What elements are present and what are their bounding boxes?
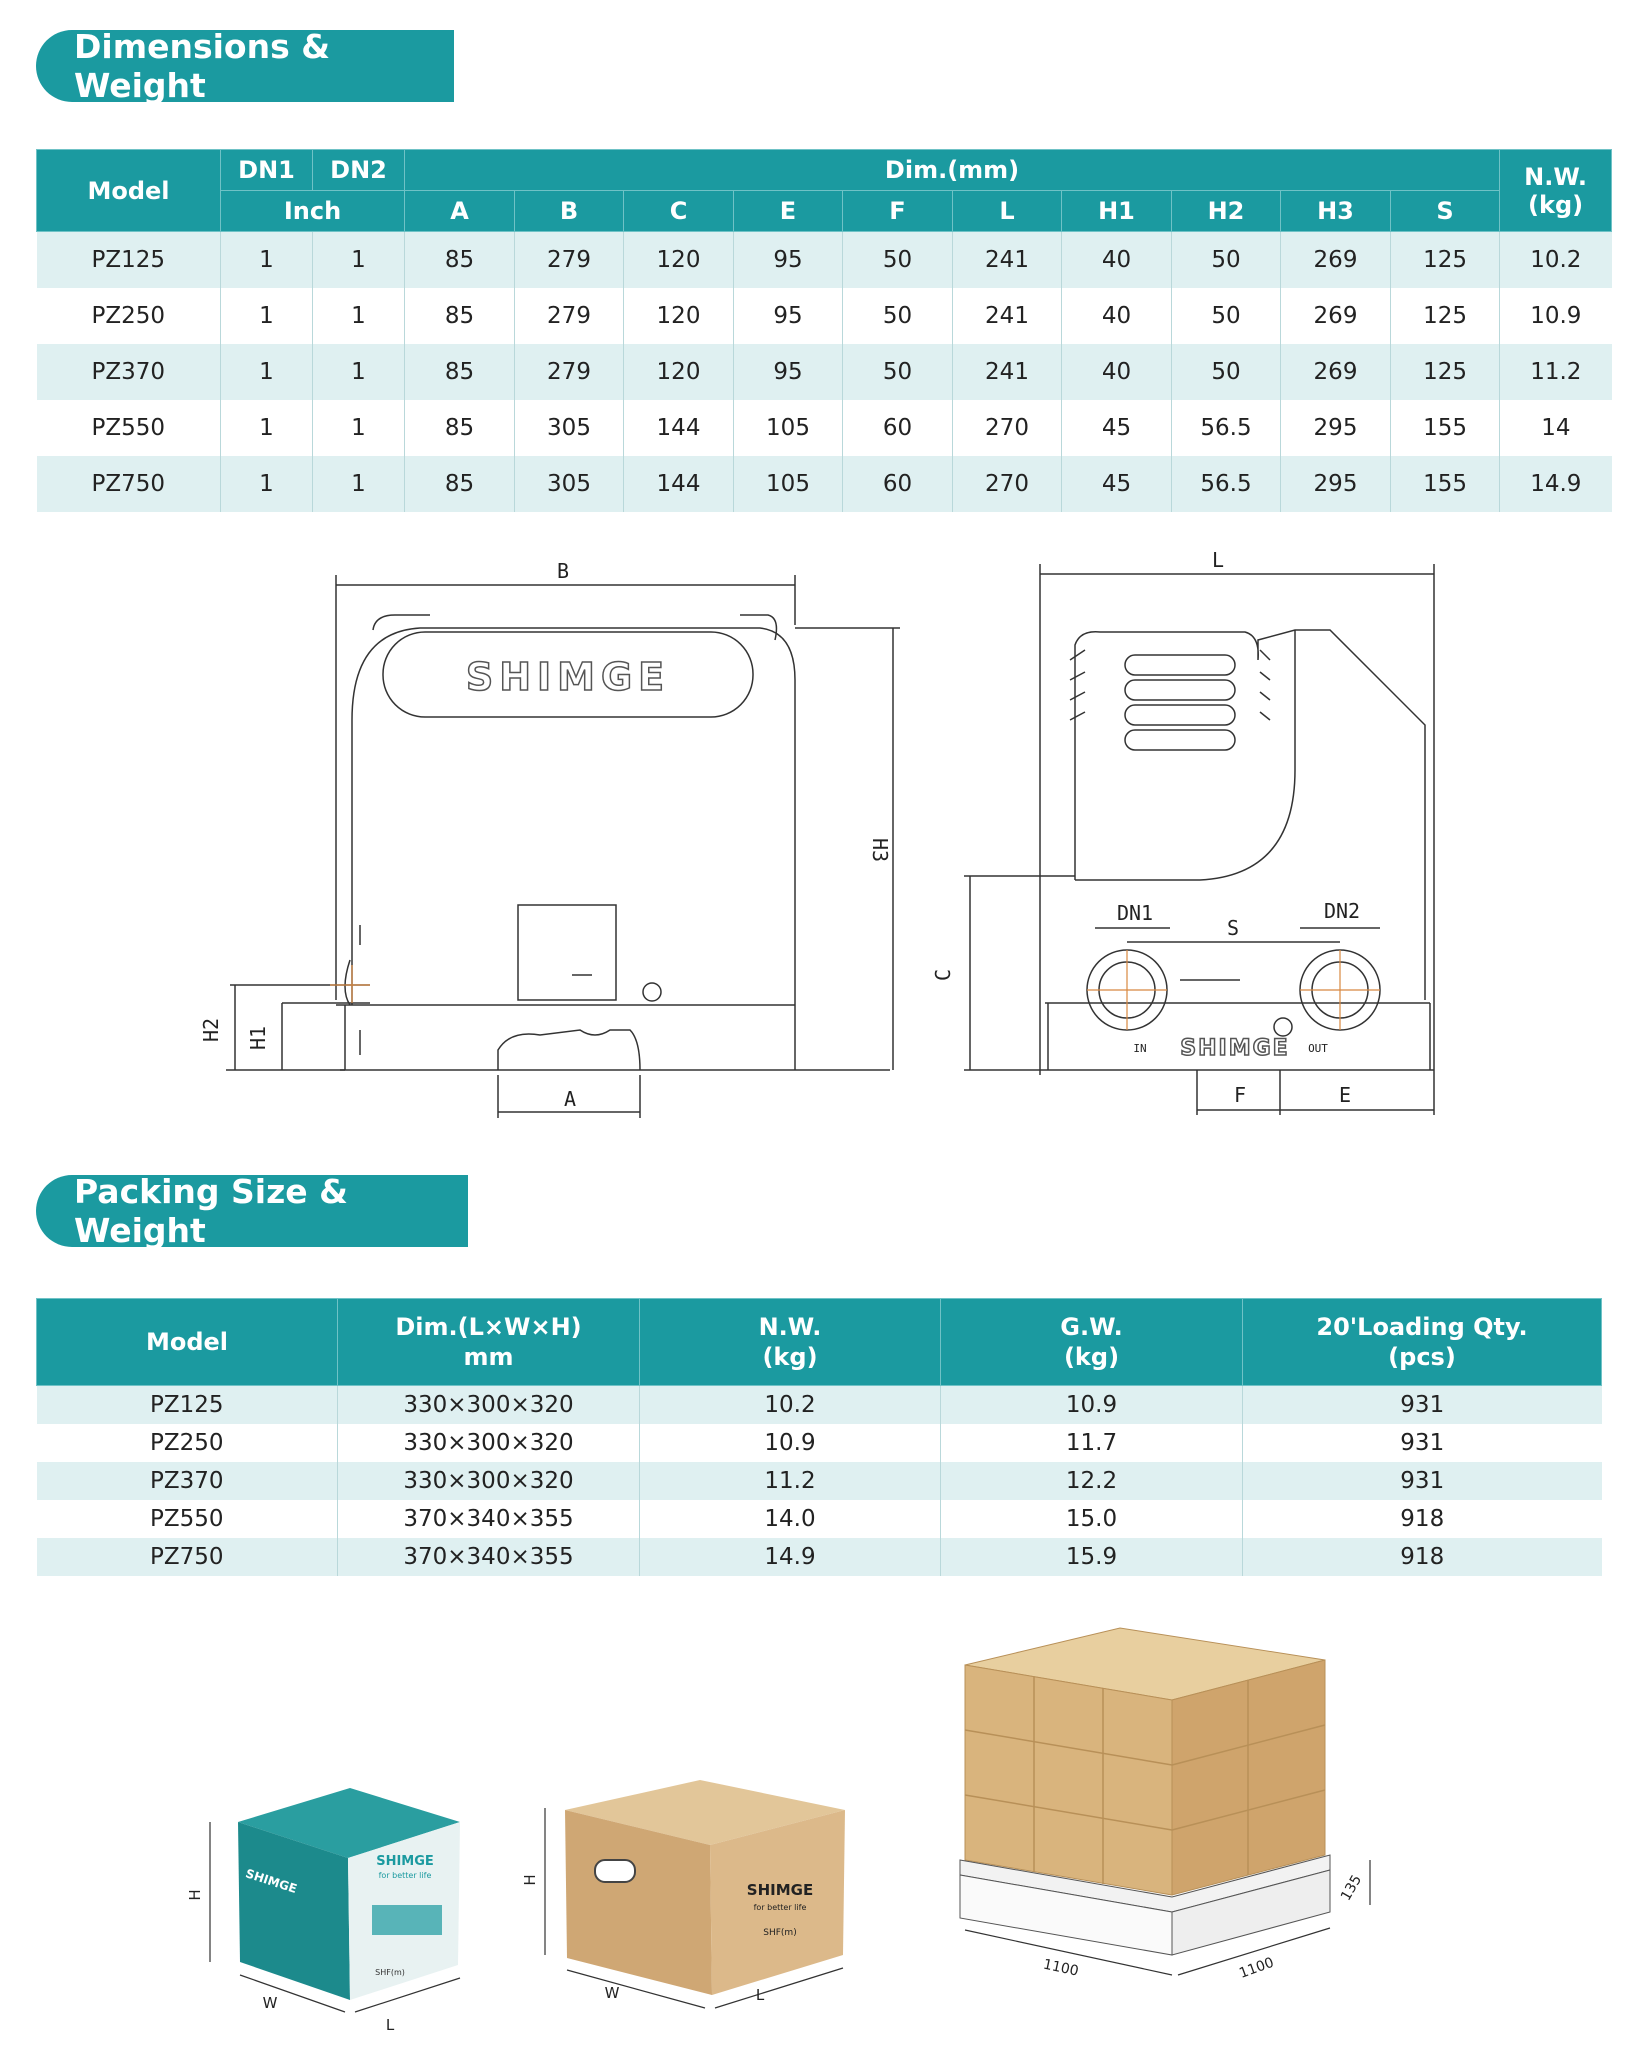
model-cell: PZ550	[149, 1506, 224, 1532]
kraft-box-label-h: H	[521, 1874, 539, 1886]
table-cell: 14.9	[1500, 456, 1612, 512]
table-cell: 279	[515, 232, 624, 289]
front-brand-text: SHIMGE	[465, 655, 671, 699]
table-cell: 45	[1062, 456, 1172, 512]
table-cell: 241	[953, 232, 1062, 289]
table-cell: 56.5	[1172, 456, 1281, 512]
table-cell: 50	[843, 344, 953, 400]
table-cell: 155	[1391, 400, 1500, 456]
table-cell: 11.2	[640, 1462, 941, 1500]
kraft-box-tagline: for better life	[753, 1903, 807, 1912]
pallet-label-w: 1100	[1041, 1956, 1080, 1980]
table-cell: 931	[1243, 1462, 1602, 1500]
table-cell: 15.9	[941, 1538, 1243, 1576]
label-b: B	[556, 559, 570, 583]
header-dn1: DN1	[221, 150, 313, 191]
teal-box-label-l: L	[385, 2016, 395, 2034]
table-cell: 10.9	[941, 1386, 1243, 1425]
table-cell: 125	[1391, 232, 1500, 289]
table-cell: 295	[1281, 456, 1391, 512]
label-in: IN	[1133, 1042, 1147, 1055]
table-cell: 1	[313, 288, 405, 344]
table-cell: 1	[221, 232, 313, 289]
pack-header-gw-line1: G.W.	[1060, 1313, 1123, 1341]
table-cell: 918	[1243, 1538, 1602, 1576]
table-cell: 279	[515, 288, 624, 344]
table-cell: 60	[843, 400, 953, 456]
table-cell: 1	[313, 400, 405, 456]
kraft-box-brand: SHIMGE	[746, 1881, 814, 1899]
table-cell: 241	[953, 344, 1062, 400]
model-cell: PZ125	[37, 1386, 338, 1425]
pack-header-nw-line2: (kg)	[762, 1343, 818, 1371]
pack-header-model	[37, 1299, 338, 1386]
table-cell: 1	[221, 456, 313, 512]
label-a: A	[563, 1087, 577, 1111]
table-cell: 270	[953, 456, 1062, 512]
table-cell: 931	[1243, 1386, 1602, 1425]
header-dn2: DN2	[313, 150, 405, 191]
teal-box-tagline: for better life	[378, 1871, 432, 1880]
table-cell: 269	[1281, 288, 1391, 344]
table-cell: 120	[624, 232, 734, 289]
teal-box-label-h: H	[186, 1889, 204, 1901]
table-cell: 95	[734, 288, 843, 344]
table-cell: 11.7	[941, 1424, 1243, 1462]
table-cell: 330×300×320	[338, 1462, 640, 1500]
section-title-packing	[36, 1172, 468, 1250]
table-cell: 931	[1243, 1424, 1602, 1462]
table-cell: 120	[624, 344, 734, 400]
table-cell: 12.2	[941, 1462, 1243, 1500]
kraft-box-model: SHF(m)	[763, 1928, 797, 1938]
table-cell: 56.5	[1172, 400, 1281, 456]
side-view-drawing	[964, 564, 1434, 1115]
table-cell: 50	[1172, 344, 1281, 400]
table-cell: 85	[405, 344, 515, 400]
pack-header-gw	[941, 1299, 1243, 1386]
table-cell: 144	[624, 400, 734, 456]
section-title-text: Dimensions & Weight	[74, 27, 330, 105]
table-cell: 330×300×320	[338, 1386, 640, 1425]
header-dim: Dim.(mm)	[405, 150, 1500, 191]
table-cell: 40	[1062, 232, 1172, 289]
pack-header-loading	[1243, 1299, 1602, 1386]
pack-header-nw	[640, 1299, 941, 1386]
header-col-l: L	[953, 191, 1062, 232]
table-cell: 330×300×320	[338, 1424, 640, 1462]
label-out: OUT	[1308, 1042, 1328, 1055]
table-cell: 305	[515, 400, 624, 456]
table-cell: 85	[405, 288, 515, 344]
pack-header-loading-line1: 20'Loading Qty.	[1316, 1313, 1528, 1341]
table-cell: 120	[624, 288, 734, 344]
table-cell: 305	[515, 456, 624, 512]
pack-header-dim-line2: mm	[463, 1343, 514, 1371]
table-cell: 270	[953, 400, 1062, 456]
table-cell: 14.9	[640, 1538, 941, 1576]
teal-box-label-w: W	[262, 1994, 278, 2012]
model-cell: PZ370	[37, 344, 221, 400]
pack-header-model-text: Model	[145, 1328, 229, 1356]
table-cell: 11.2	[1500, 344, 1612, 400]
table-cell: 14.0	[640, 1500, 941, 1538]
header-col-h1: H1	[1062, 191, 1172, 232]
table-cell: 144	[624, 456, 734, 512]
table-cell: 50	[1172, 288, 1281, 344]
table-cell: 14	[1500, 400, 1612, 456]
model-cell: PZ750	[37, 456, 221, 512]
pack-header-dim-line1: Dim.(L×W×H)	[395, 1313, 582, 1341]
table-row	[37, 1538, 1602, 1576]
table-cell: 50	[1172, 232, 1281, 289]
pack-header-nw-line1: N.W.	[758, 1313, 822, 1341]
side-brand-text: SHIMGE	[1180, 1036, 1290, 1061]
kraft-box-label-w: W	[604, 1984, 620, 2002]
table-cell: 60	[843, 456, 953, 512]
header-col-f: F	[843, 191, 953, 232]
model-cell: PZ250	[149, 1430, 224, 1456]
table-cell: 85	[405, 456, 515, 512]
header-col-a: A	[405, 191, 515, 232]
table-row	[37, 1424, 1602, 1462]
pack-header-dim	[338, 1299, 640, 1386]
label-l: L	[1211, 548, 1225, 572]
header-col-e: E	[734, 191, 843, 232]
table-cell: 10.2	[640, 1386, 941, 1425]
table-cell: 50	[843, 288, 953, 344]
table-cell: 1	[221, 400, 313, 456]
table-cell: 1	[313, 456, 405, 512]
table-row	[37, 1500, 1602, 1538]
label-c: C	[931, 968, 955, 982]
table-row	[37, 1386, 1602, 1425]
table-cell: 50	[843, 232, 953, 289]
table-cell: 15.0	[941, 1500, 1243, 1538]
header-nw-line2: (kg)	[1528, 190, 1584, 219]
model-cell: PZ250	[91, 303, 166, 329]
header-inch: Inch	[221, 191, 405, 232]
table-cell: 279	[515, 344, 624, 400]
table-cell: 918	[1243, 1500, 1602, 1538]
table-cell: 85	[405, 400, 515, 456]
label-h1: H1	[246, 1025, 270, 1051]
model-cell: PZ125	[37, 232, 221, 289]
table-cell: 10.2	[1500, 232, 1612, 289]
table-cell: 241	[953, 288, 1062, 344]
table-cell: 1	[221, 288, 313, 344]
label-s: S	[1226, 916, 1240, 940]
table-cell: 125	[1391, 288, 1500, 344]
pack-header-loading-line2: (pcs)	[1388, 1343, 1456, 1371]
table-cell: 370×340×355	[338, 1500, 640, 1538]
table-cell: 40	[1062, 288, 1172, 344]
single-carton-teal	[186, 1788, 460, 2034]
table-cell: 40	[1062, 344, 1172, 400]
teal-box-model: SHF(m)	[375, 1968, 405, 1977]
table-cell: 95	[734, 344, 843, 400]
table-cell: 1	[221, 344, 313, 400]
model-cell: PZ750	[37, 1538, 338, 1576]
pack-header-gw-line2: (kg)	[1063, 1343, 1120, 1371]
section-title-text: Packing Size & Weight	[74, 1172, 348, 1250]
model-cell: PZ370	[37, 1462, 338, 1500]
pallet-label-h: 135	[1337, 1872, 1366, 1904]
table-cell: 105	[734, 400, 843, 456]
table-cell: 45	[1062, 400, 1172, 456]
packing-table-body	[37, 1386, 1602, 1577]
model-cell: PZ550	[91, 415, 166, 441]
label-e: E	[1338, 1083, 1352, 1107]
label-h2: H2	[199, 1017, 223, 1043]
table-cell: 105	[734, 456, 843, 512]
header-col-h3: H3	[1281, 191, 1391, 232]
table-cell: 10.9	[1500, 288, 1612, 344]
table-row	[37, 1462, 1602, 1500]
table-cell: 10.9	[640, 1424, 941, 1462]
header-col-c: C	[624, 191, 734, 232]
header-nw-line1: N.W.	[1524, 162, 1587, 191]
header-model: Model	[37, 150, 221, 232]
header-col-b: B	[515, 191, 624, 232]
pallet-label-l: 1100	[1237, 1954, 1277, 1982]
teal-box-side-brand: SHIMGE	[243, 1866, 299, 1897]
table-cell: 370×340×355	[338, 1538, 640, 1576]
packing-table	[36, 1298, 1602, 1576]
table-cell: 295	[1281, 400, 1391, 456]
table-cell: 1	[313, 344, 405, 400]
kraft-box-label-l: L	[755, 1986, 765, 2004]
label-f: F	[1233, 1083, 1247, 1107]
pallet-stack	[960, 1628, 1370, 1982]
label-dn1: DN1	[1116, 901, 1154, 925]
table-cell: 269	[1281, 344, 1391, 400]
table-cell: 125	[1391, 344, 1500, 400]
table-cell: 155	[1391, 456, 1500, 512]
header-col-s: S	[1391, 191, 1500, 232]
single-carton-kraft	[521, 1780, 845, 2008]
label-dn2: DN2	[1323, 899, 1361, 923]
header-col-h2: H2	[1172, 191, 1281, 232]
table-cell: 85	[405, 232, 515, 289]
table-cell: 1	[313, 232, 405, 289]
packaging-illustrations	[0, 1600, 1637, 2048]
table-cell: 95	[734, 232, 843, 289]
label-h3: H3	[868, 837, 892, 863]
table-cell: 269	[1281, 232, 1391, 289]
teal-box-brand: SHIMGE	[376, 1854, 434, 1869]
